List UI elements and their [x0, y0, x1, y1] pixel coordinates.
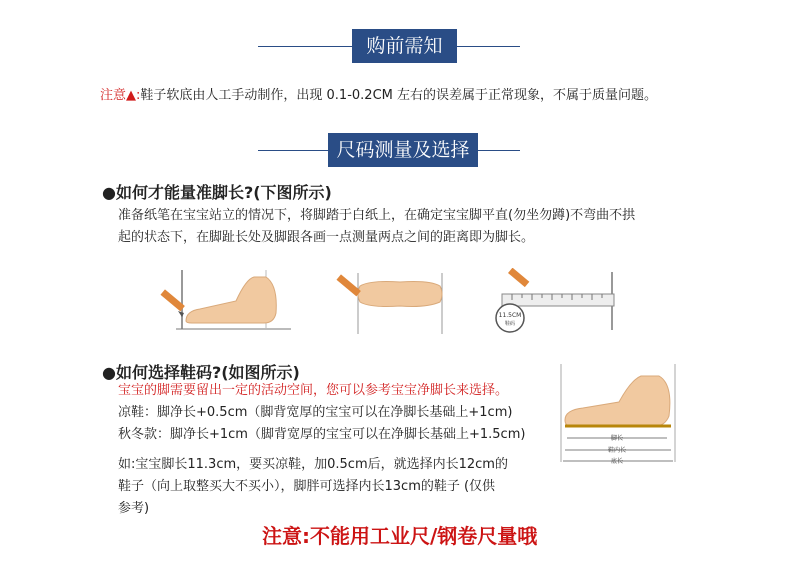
choose-text: [118, 380, 568, 520]
autumn-rule: 秋冬款：脚净长+1cm（脚背宽厚的宝宝可以在净脚长基础上+1.5cm): [118, 427, 526, 442]
choose-heading: ●如何选择鞋码?(如图所示): [102, 363, 300, 382]
shoe-size-diagram: [555, 360, 685, 470]
notice-prefix: 注意▲:: [100, 88, 141, 103]
measure-text: [118, 205, 718, 249]
ruler-label-size: 11.5CM: [498, 312, 522, 319]
notice-text: 鞋子软底由人工手动制作，出现 0.1-0.2CM 左右的误差属于正常现象，不属于质量问题。: [140, 88, 657, 103]
label-sole-length: 底长: [610, 458, 624, 465]
section2-title: 尺码测量及选择: [328, 133, 478, 167]
choose-highlight: 宝宝的脚需要留出一定的活动空间，您可以参考宝宝净脚长来选择。: [118, 383, 509, 398]
ruler-label-code: 鞋码: [504, 321, 516, 327]
summer-rule: 凉鞋：脚净长+0.5cm（脚背宽厚的宝宝可以在净脚长基础上+1cm): [118, 405, 513, 420]
section1-title: 购前需知: [352, 29, 457, 63]
label-inner-length: 鞋内长: [607, 447, 627, 454]
measure-line-1: 准备纸笔在宝宝站立的情况下，将脚踏于白纸上，在确定宝宝脚平直(勿坐勿蹲)不弯曲不拱: [118, 208, 636, 223]
foot-illustration-1: [156, 265, 296, 335]
measure-line-2: 起的状态下，在脚趾长处及脚跟各画一点测量两点之间的距离即为脚长。: [118, 230, 535, 245]
example-line-1: 如:宝宝脚长11.3cm，要买凉鞋，加0.5cm后，就选择内长12cm的: [118, 457, 508, 472]
final-warning: 注意:不能用工业尺/钢卷尺量哦: [262, 524, 538, 548]
ruler-illustration: [492, 268, 632, 340]
foot-illustration-2: [330, 268, 460, 338]
measure-heading: ●如何才能量准脚长?(下图所示): [102, 183, 332, 202]
example-line-2: 鞋子（向上取整买大不买小），脚胖可选择内长13cm的鞋子 (仅供: [118, 479, 496, 494]
notice-line: [100, 84, 657, 103]
label-foot-length: 脚长: [610, 435, 624, 442]
example-line-3: 参考): [118, 501, 150, 516]
